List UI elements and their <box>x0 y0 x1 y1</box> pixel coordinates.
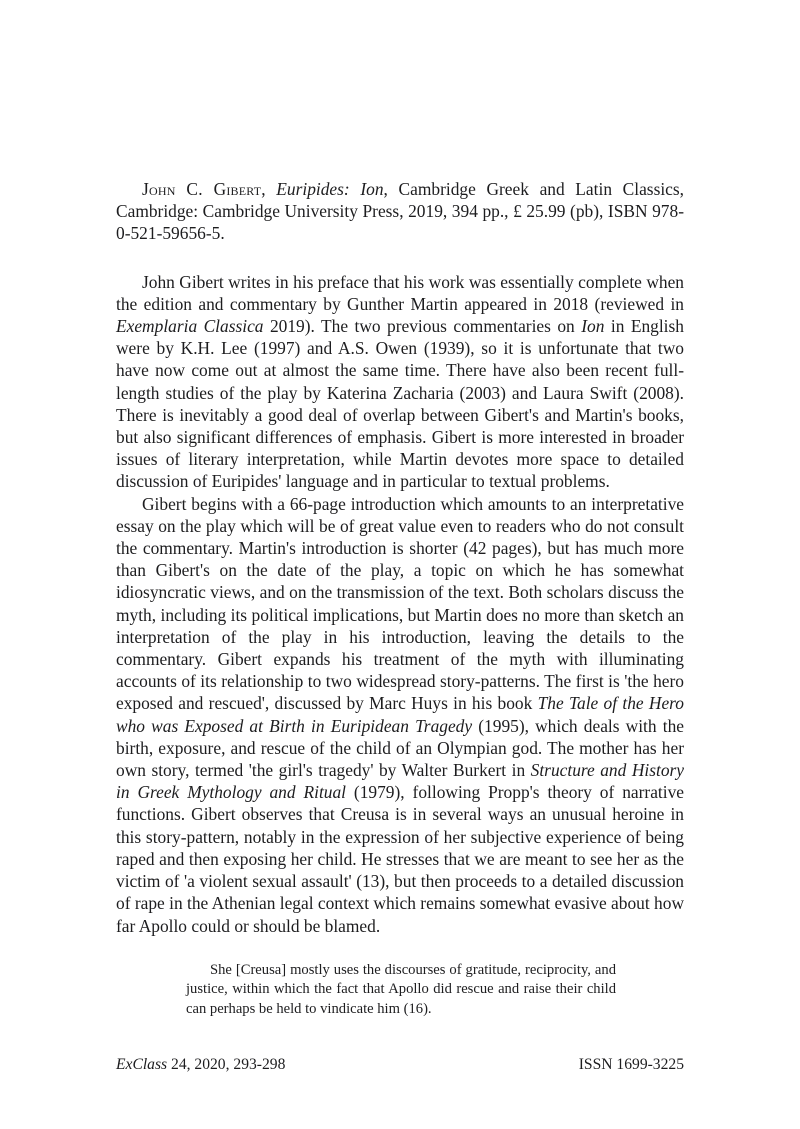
paragraph-2 <box>116 493 684 937</box>
page-footer <box>116 1055 684 1075</box>
citation-title: Euripides: Ion <box>276 179 384 199</box>
para-2-seg-4: (1979), following Propp's theory of narrative functions. Gibert observes that Creusa is in several ways an unusual heroine in this story-pattern, notably in the expression of her subjective experience of being raped and then exposing her child. He stresses that we are meant to see her as the victim of 'a violent sexual assault' (13), but then proceeds to a detailed discussion of rape in the Athenian legal context which remains somewhat evasive about how far Apollo could or should be blamed. <box>116 782 684 936</box>
para-1-seg-2: 2019). The two previous commentaries on <box>263 316 582 337</box>
para-1-seg-3: Ion <box>581 316 605 337</box>
footer-journal-name: ExClass <box>116 1056 168 1073</box>
para-2-seg-3: Structure and History in Greek Mythology and Ritual <box>116 760 685 803</box>
para-2-seg-0: Gibert begins with a 66-page introduction which amounts to an interpretative essay on the play which will be of great value even to readers who do not consult the commentary. Martin's introduction is shorter (42 pages), but has much more than Gibert's on the date of the play, a topic on which he has somewhat idiosyncratic views, and on the transmission of the text. Both scholars discuss the myth, including its political implications, but Martin does no more than sketch an interpretation of the play in his introduction, leaving the details to the commentary. Gibert expands his treatment of the myth with illuminating accounts of its relationship to two widespread story-patterns. The first is 'the hero exposed and rescued', discussed by Marc Huys in his book <box>116 493 684 714</box>
book-citation <box>116 178 684 245</box>
body-text <box>116 271 684 937</box>
citation-author: John C. Gibert <box>142 179 262 199</box>
citation-separator: , <box>261 179 277 199</box>
footer-issue-info: 24, 2020, 293-298 <box>167 1056 286 1073</box>
para-2-seg-1: The Tale of the Hero who was Exposed at Birth in Euripidean Tragedy <box>116 693 684 736</box>
paragraph-1 <box>116 271 684 493</box>
footer-issn: ISSN 1699-3225 <box>578 1056 684 1073</box>
block-quotation: She [Creusa] mostly uses the discourses of gratitude, reciprocity, and justice, within which the fact that Apollo did rescue and raise their child can perhaps be held to vindicate him (16). <box>186 961 616 1017</box>
para-2-seg-2: (1995), which deals with the birth, exposure, and rescue of the child of an Olympian god. The mother has her own story, termed 'the girl's tragedy' by Walter Burkert in <box>116 715 684 781</box>
page-content <box>116 178 684 1019</box>
citation-rest: , Cambridge Greek and Latin Classics, Cambridge: Cambridge University Press, 2019, 394 pp., £ 25.99 (pb), ISBN 978-0-521-59656-5. <box>116 179 684 244</box>
para-1-seg-4: in English were by K.H. Lee (1997) and A.S. Owen (1939), so it is unfortunate that two have now come out at almost the same time. There have also been recent full-length studies of the play by Katerina Zacharia (2003) and Laura Swift (2008). There is inevitably a good deal of overlap between Gibert's and Martin's books, but also significant differences of emphasis. Gibert is more interested in broader issues of literary interpretation, while Martin devotes more space to detailed discussion of Euripides' language and in particular to textual problems. <box>116 316 684 492</box>
para-1-seg-0: John Gibert writes in his preface that his work was essentially complete when the edition and commentary by Gunther Martin appeared in 2018 (reviewed in <box>116 271 684 314</box>
footer-citation <box>116 1055 285 1075</box>
para-1-seg-1: Exemplaria Classica <box>116 316 264 337</box>
